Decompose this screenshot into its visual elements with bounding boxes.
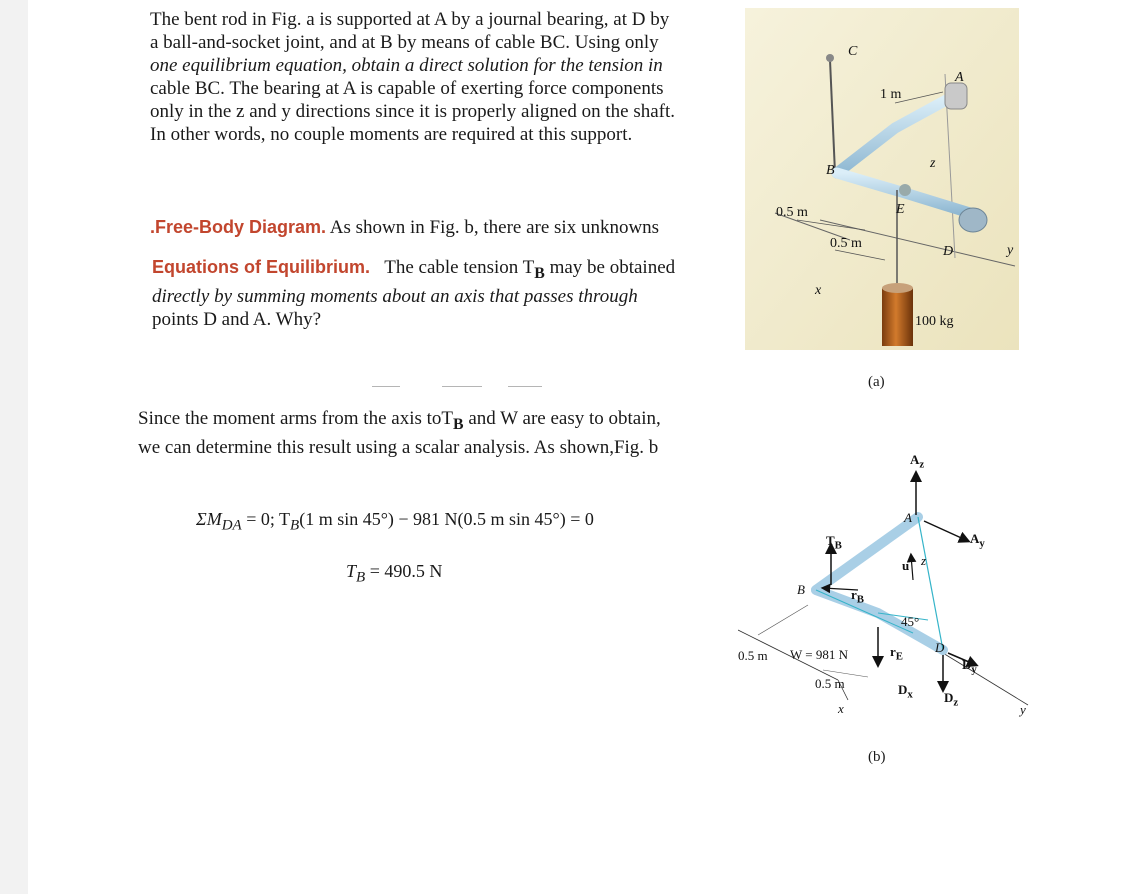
problem-line: The bent rod in Fig. a is supported at A by a journal bearing, at D by	[150, 9, 670, 30]
figure-a-illustration	[745, 8, 1019, 350]
fig-a-label-z: z	[930, 156, 936, 171]
fig-b-label-ay: $A_y$	[970, 531, 985, 550]
fig-b-label-dz: $D_z$	[944, 690, 959, 709]
equilibrium-text-end: may be obtained	[544, 257, 676, 278]
fig-a-label-x: x	[815, 283, 822, 298]
fig-b-label-dy: $D_y$	[962, 657, 977, 676]
fig-a-label-0.5m-b: 0.5 m	[830, 236, 862, 251]
fig-a-label-c: C	[848, 44, 858, 59]
fig-b-label-u: u	[902, 558, 910, 573]
scalar-sub: B	[453, 415, 464, 433]
equilibrium-line: directly by summing moments about an axis that passes through	[152, 285, 638, 307]
equation-body-sub: B	[290, 517, 300, 534]
divider-rule	[508, 386, 542, 387]
result-equation	[346, 561, 442, 587]
problem-line: a ball-and-socket joint, and at B by means of cable BC. Using only	[150, 32, 659, 53]
fig-b-label-tb: $T_B$	[826, 533, 842, 552]
scalar-line: we can determine this result using a scalar analysis. As shown,Fig. b	[138, 436, 659, 458]
equation-lhs: ΣM	[196, 509, 222, 529]
fig-a-label-mass: 100 kg	[915, 314, 954, 329]
moment-equation	[196, 509, 594, 535]
fig-b-label-re: $r_E$	[890, 644, 904, 663]
fig-b-label-z: z	[921, 553, 927, 568]
figure-b-caption: (b)	[868, 749, 886, 765]
problem-line: one equilibrium equation, obtain a direct solution for the tension in	[150, 55, 663, 76]
fig-b-label-az: $A_z$	[910, 452, 925, 471]
fig-b-label-y: y	[1020, 702, 1026, 717]
fig-a-label-0.5m-a: 0.5 m	[776, 205, 808, 220]
problem-line: cable BC. The bearing at A is capable of exerting force components	[150, 78, 664, 99]
scalar-section	[138, 407, 728, 459]
fig-b-label-0.5m-b: 0.5 m	[815, 676, 845, 691]
fig-a-label-d: D	[943, 244, 954, 259]
fig-b-label-d: D	[935, 640, 945, 655]
problem-line: only in the z and y directions since it is properly aligned on the shaft.	[150, 101, 676, 122]
equilibrium-text: The cable tension T	[384, 257, 535, 278]
scalar-line-end: and W are easy to obtain,	[463, 408, 661, 429]
result-lhs: T	[346, 561, 357, 581]
fig-a-label-b: B	[826, 163, 835, 178]
fbd-heading: .Free-Body Diagram.	[150, 217, 327, 237]
problem-line: In other words, no couple moments are required at this support.	[150, 124, 633, 145]
equilibrium-line: points D and A. Why?	[152, 308, 322, 330]
fig-a-label-1m: 1 m	[880, 87, 902, 102]
equilibrium-heading: Equations of Equilibrium.	[152, 257, 370, 277]
fig-b-label-0.5m-a: 0.5 m	[738, 648, 768, 663]
left-margin-strip	[0, 0, 28, 894]
fig-b-label-rb: $r_B$	[851, 587, 865, 606]
fig-a-label-a: A	[955, 70, 964, 85]
fig-b-label-dx: $D_x$	[898, 682, 913, 701]
equation-lhs-sub: DA	[221, 517, 242, 534]
divider-rule	[372, 386, 400, 387]
equation-body-end: (1 m sin 45°) − 981 N(0.5 m sin 45°) = 0	[299, 509, 594, 529]
equilibrium-section	[152, 256, 717, 331]
force-ay	[924, 521, 968, 541]
unit-vector-u	[911, 555, 913, 580]
result-lhs-sub: B	[356, 569, 366, 586]
result-rhs: = 490.5 N	[365, 561, 443, 581]
fig-a-label-e: E	[896, 202, 905, 217]
figure-a-caption: (a)	[868, 374, 885, 390]
figure-b-diagram	[738, 455, 1038, 720]
axis-da	[918, 517, 943, 650]
fig-b-label-b: B	[797, 582, 805, 597]
equation-body: = 0; T	[241, 509, 291, 529]
fig-b-label-w: W = 981 N	[790, 647, 849, 662]
fbd-text: As shown in Fig. b, there are six unknowns	[326, 217, 660, 238]
fig-b-label-x: x	[838, 701, 844, 716]
mass-cylinder	[882, 288, 913, 346]
fig-b-label-a: A	[904, 510, 912, 525]
divider-rule	[442, 386, 482, 387]
equilibrium-sub: B	[534, 264, 545, 282]
problem-statement	[150, 8, 715, 146]
scalar-line: Since the moment arms from the axis toT	[138, 408, 454, 429]
fig-b-label-angle: 45°	[901, 614, 920, 629]
fig-a-label-y: y	[1007, 243, 1014, 258]
fbd-section	[150, 216, 720, 239]
